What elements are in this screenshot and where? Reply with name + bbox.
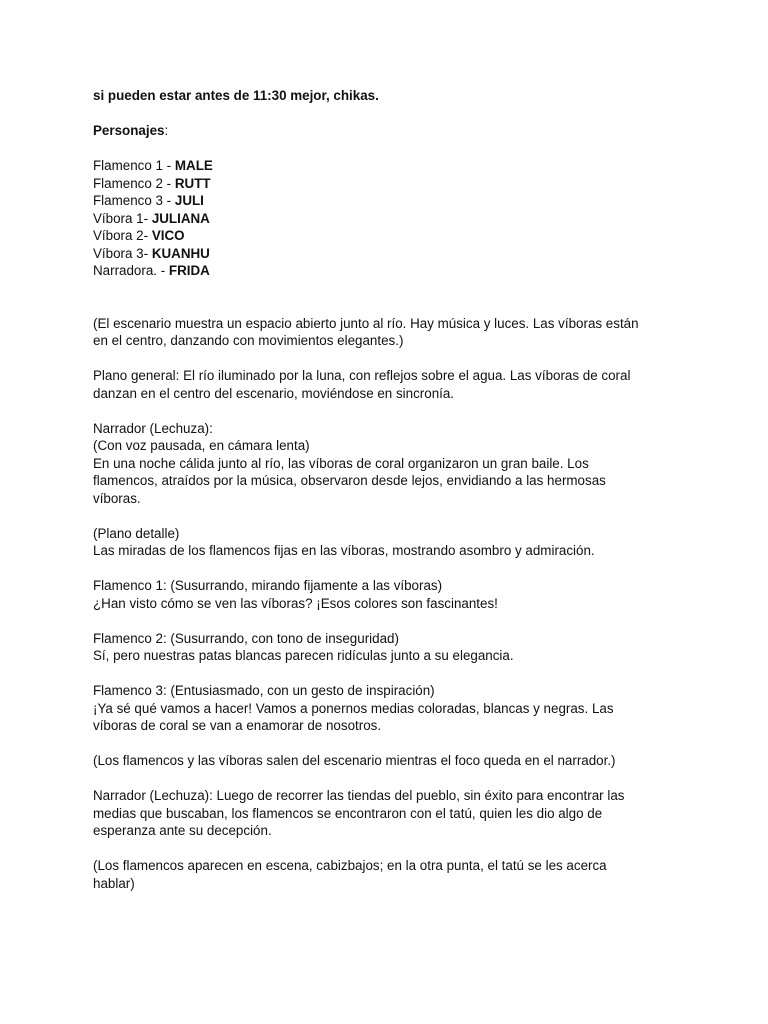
text-line: Flamenco 1: (Susurrando, mirando fijamente a las víboras) bbox=[93, 578, 443, 593]
text-line: Las miradas de los flamencos fijas en las víboras, mostrando asombro y admiración. bbox=[93, 543, 595, 558]
note-line bbox=[93, 87, 673, 105]
text-line: esperanza ante su decepción. bbox=[93, 823, 272, 838]
character-actor: FRIDA bbox=[168, 263, 210, 278]
detail-shot-paragraph bbox=[93, 525, 673, 560]
exit-direction-paragraph bbox=[93, 752, 673, 770]
text-line: (Con voz pausada, en cámara lenta) bbox=[93, 438, 310, 453]
note-text: si pueden estar antes de 11:30 mejor, chikas. bbox=[93, 88, 379, 103]
final-direction-paragraph bbox=[93, 857, 673, 892]
character-actor: VICO bbox=[151, 228, 185, 243]
characters-heading-colon: : bbox=[164, 123, 169, 138]
narrator-paragraph-2 bbox=[93, 787, 673, 840]
character-item bbox=[93, 227, 673, 245]
text-line: Plano general: El río iluminado por la luna, con reflejos sobre el agua. Las víboras de coral bbox=[93, 368, 631, 383]
text-line: hablar) bbox=[93, 875, 135, 891]
character-item bbox=[93, 157, 673, 175]
characters-list bbox=[93, 157, 673, 280]
characters-heading bbox=[93, 122, 673, 140]
character-role: Narradora. - bbox=[93, 263, 169, 278]
text-line: (Plano detalle) bbox=[93, 525, 180, 541]
character-item bbox=[93, 210, 673, 228]
character-actor: JULIANA bbox=[151, 210, 210, 226]
text-line: En una noche cálida junto al río, las víboras de coral organizaron un gran baile. Los bbox=[93, 455, 589, 471]
text-line: (Los flamencos y las víboras salen del escenario mientras el foco queda en el narrador.) bbox=[93, 753, 616, 768]
character-actor: RUTT bbox=[174, 175, 211, 191]
character-role: Flamenco 1 - bbox=[93, 158, 175, 173]
character-item bbox=[93, 175, 673, 193]
character-item bbox=[93, 192, 673, 210]
text-line: víboras. bbox=[93, 490, 141, 506]
character-role: Flamenco 2 - bbox=[93, 175, 175, 191]
text-line: en el centro, danzando con movimientos elegantes.) bbox=[93, 333, 404, 348]
character-role: Víbora 1- bbox=[93, 210, 152, 226]
character-actor: KUANHU bbox=[151, 245, 210, 261]
text-line: medias que buscaban, los flamencos se encontraron con el tatú, quien les dio algo de bbox=[93, 805, 603, 821]
text-line: ¿Han visto cómo se ven las víboras? ¡Esos colores son fascinantes! bbox=[93, 595, 498, 611]
scene-description bbox=[93, 315, 673, 350]
text-line: (El escenario muestra un espacio abierto junto al río. Hay música y luces. Las víboras están bbox=[93, 315, 639, 331]
character-role: Víbora 2- bbox=[93, 228, 152, 243]
flamenco-3-paragraph bbox=[93, 682, 673, 735]
text-line: danzan en el centro del escenario, moviéndose en sincronía. bbox=[93, 385, 455, 401]
text-line: Flamenco 3: (Entusiasmado, con un gesto de inspiración) bbox=[93, 683, 435, 698]
text-line: Flamenco 2: (Susurrando, con tono de inseguridad) bbox=[93, 630, 399, 646]
character-item bbox=[93, 245, 673, 263]
character-actor: JULI bbox=[174, 193, 204, 208]
text-line: Narrador (Lechuza): Luego de recorrer las tiendas del pueblo, sin éxito para encontrar las bbox=[93, 788, 625, 803]
flamenco-1-paragraph bbox=[93, 577, 673, 612]
text-line: ¡Ya sé qué vamos a hacer! Vamos a ponernos medias coloradas, blancas y negras. Las bbox=[93, 700, 614, 716]
character-role: Víbora 3- bbox=[93, 245, 152, 261]
narrator-paragraph-1 bbox=[93, 420, 673, 508]
text-line: Sí, pero nuestras patas blancas parecen ridículas junto a su elegancia. bbox=[93, 648, 514, 663]
characters-heading-text: Personajes bbox=[93, 123, 165, 138]
text-line: (Los flamencos aparecen en escena, cabizbajos; en la otra punta, el tatú se les acerca bbox=[93, 858, 607, 873]
character-role: Flamenco 3 - bbox=[93, 193, 175, 208]
character-actor: MALE bbox=[174, 158, 213, 173]
document-page bbox=[93, 87, 673, 892]
text-line: Narrador (Lechuza): bbox=[93, 420, 213, 436]
character-item bbox=[93, 262, 673, 280]
text-line: víboras de coral se van a enamorar de nosotros. bbox=[93, 718, 382, 733]
flamenco-2-paragraph bbox=[93, 630, 673, 665]
wide-shot-paragraph bbox=[93, 367, 673, 402]
text-line: flamencos, atraídos por la música, observaron desde lejos, envidiando a las hermosas bbox=[93, 473, 606, 488]
